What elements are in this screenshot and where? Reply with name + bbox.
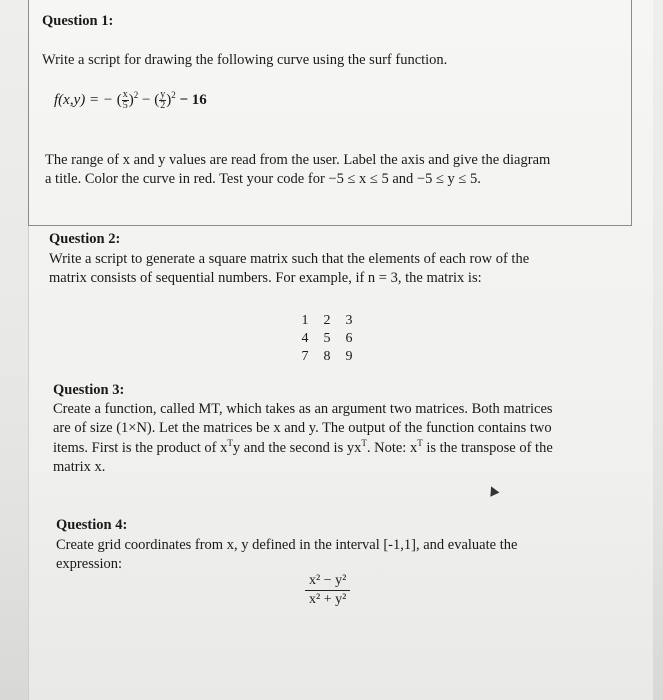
matrix-cell: 7 [301, 349, 309, 364]
question-4-text-line2: expression: [56, 556, 123, 572]
question-1-text-line1: The range of x and y values are read from the user. Label the axis and give the diagram [45, 152, 551, 168]
matrix-row [300, 348, 354, 366]
question-3-text-line2: are of size (1×N). Let the matrices be x and y. The output of the function contains two [53, 420, 552, 436]
matrix-cell: 2 [323, 313, 331, 328]
question-4-text-line1: Create grid coordinates from x, y defined in the interval [-1,1], and evaluate the [56, 537, 518, 553]
question-1-intro: Write a script for drawing the following curve using the surf function. [42, 52, 448, 68]
question-3-title: Question 3: [53, 382, 125, 398]
matrix-row [300, 312, 354, 330]
question-1-text-line2: a title. Color the curve in red. Test your code for −5 ≤ x ≤ 5 and −5 ≤ y ≤ 5. [45, 171, 481, 187]
question-2-text-line2: matrix consists of sequential numbers. For example, if n = 3, the matrix is: [49, 270, 482, 286]
question-2-title: Question 2: [49, 231, 121, 247]
matrix-cell: 1 [301, 313, 309, 328]
question-1-formula: f(x,y) = − ( $\frac{x}{5}$ )$^2$ − ( $\frac{y}{2}$ )$^2$ − 16 [54, 89, 207, 111]
matrix-cell: 9 [345, 349, 353, 364]
question-3-text-line4: matrix x. [53, 459, 106, 475]
matrix-cell: 5 [323, 331, 331, 346]
question-1-title: Question 1: [42, 13, 114, 29]
question-1-frame [28, 0, 632, 226]
expression-denominator: x² + y² [309, 592, 347, 607]
matrix-cell: 4 [301, 331, 309, 346]
matrix-row [300, 330, 354, 348]
question-3-text-line3: items. First is the product of $x^Ty$ and the second is $yx^T$. Note: $x^T$ is the transpose of the [53, 438, 553, 456]
example-matrix [300, 312, 354, 366]
question-4-expression [305, 573, 350, 608]
expression-numerator: x² − y² [305, 573, 350, 591]
question-4-title: Question 4: [56, 517, 128, 533]
matrix-cell: 6 [345, 331, 353, 346]
question-3-text-line1: Create a function, called MT, which takes as an argument two matrices. Both matrices [53, 401, 553, 417]
question-2-text-line1: Write a script to generate a square matrix such that the elements of each row of the [49, 251, 530, 267]
matrix-cell: 3 [345, 313, 353, 328]
matrix-cell: 8 [323, 349, 331, 364]
